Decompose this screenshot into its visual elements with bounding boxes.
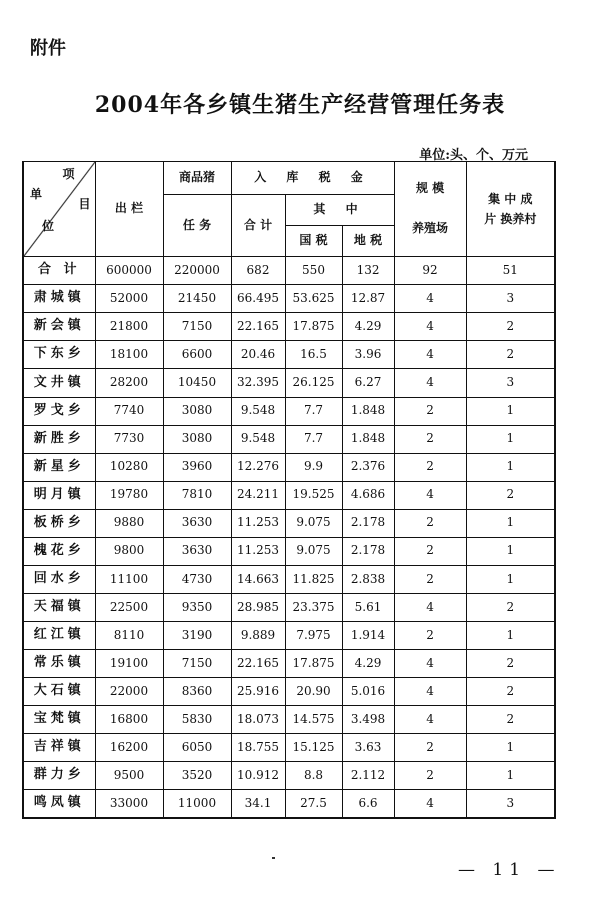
local-tax-cell: 4.29 bbox=[342, 650, 394, 678]
village-cell: 1 bbox=[466, 565, 555, 593]
tax-total-cell: 9.548 bbox=[231, 397, 285, 425]
scale-farm-cell: 2 bbox=[394, 762, 466, 790]
chulan-cell: 22500 bbox=[95, 593, 163, 621]
chulan-cell: 16800 bbox=[95, 706, 163, 734]
task-cell: 4730 bbox=[163, 565, 231, 593]
unit-name-cell: 下东乡 bbox=[23, 341, 95, 369]
village-cell: 1 bbox=[466, 622, 555, 650]
unit-name-cell: 罗戈乡 bbox=[23, 397, 95, 425]
unit-name-cell: 肃城镇 bbox=[23, 285, 95, 313]
tax-total-cell: 22.165 bbox=[231, 313, 285, 341]
village-cell: 51 bbox=[466, 257, 555, 285]
table-row bbox=[23, 425, 555, 453]
table-row bbox=[23, 650, 555, 678]
chulan-cell: 7740 bbox=[95, 397, 163, 425]
table-row bbox=[23, 481, 555, 509]
scale-farm-cell: 4 bbox=[394, 341, 466, 369]
national-tax-cell: 14.575 bbox=[285, 706, 342, 734]
commodity-pig-header: 商品猪 bbox=[163, 162, 231, 195]
scale-farm-cell: 4 bbox=[394, 790, 466, 818]
village-cell: 3 bbox=[466, 369, 555, 397]
village-cell: 1 bbox=[466, 762, 555, 790]
local-tax-cell: 2.178 bbox=[342, 509, 394, 537]
tax-total-cell: 20.46 bbox=[231, 341, 285, 369]
table-row bbox=[23, 762, 555, 790]
local-tax-cell: 2.376 bbox=[342, 453, 394, 481]
task-cell: 220000 bbox=[163, 257, 231, 285]
table-row bbox=[23, 313, 555, 341]
village-cell: 3 bbox=[466, 285, 555, 313]
task-cell: 6050 bbox=[163, 734, 231, 762]
village-cell: 1 bbox=[466, 509, 555, 537]
among-header: 其 中 bbox=[285, 195, 394, 226]
tax-group-header: 入 库 税 金 bbox=[231, 162, 394, 195]
unit-name-cell: 板桥乡 bbox=[23, 509, 95, 537]
national-tax-cell: 19.525 bbox=[285, 481, 342, 509]
village-cell: 1 bbox=[466, 537, 555, 565]
village-cell: 1 bbox=[466, 397, 555, 425]
national-tax-cell: 7.7 bbox=[285, 397, 342, 425]
national-tax-cell: 15.125 bbox=[285, 734, 342, 762]
table-row bbox=[23, 622, 555, 650]
local-tax-cell: 2.112 bbox=[342, 762, 394, 790]
national-tax-cell: 20.90 bbox=[285, 678, 342, 706]
local-tax-cell: 2.838 bbox=[342, 565, 394, 593]
national-tax-cell: 11.825 bbox=[285, 565, 342, 593]
table-row bbox=[23, 790, 555, 818]
chulan-cell: 52000 bbox=[95, 285, 163, 313]
national-tax-cell: 26.125 bbox=[285, 369, 342, 397]
scale-top-label: 规 模 bbox=[415, 181, 445, 196]
unit-name-cell: 吉祥镇 bbox=[23, 734, 95, 762]
tax-total-cell: 11.253 bbox=[231, 537, 285, 565]
table-row bbox=[23, 509, 555, 537]
village-cell: 3 bbox=[466, 790, 555, 818]
national-tax-cell: 53.625 bbox=[285, 285, 342, 313]
national-tax-cell: 17.875 bbox=[285, 650, 342, 678]
local-tax-cell: 132 bbox=[342, 257, 394, 285]
chulan-header: 出 栏 bbox=[95, 162, 163, 257]
chulan-cell: 18100 bbox=[95, 341, 163, 369]
national-tax-cell: 16.5 bbox=[285, 341, 342, 369]
table-row bbox=[23, 734, 555, 762]
task-cell: 21450 bbox=[163, 285, 231, 313]
table-row bbox=[23, 397, 555, 425]
unit-name-cell: 群力乡 bbox=[23, 762, 95, 790]
scale-farm-cell: 2 bbox=[394, 425, 466, 453]
village-cell: 2 bbox=[466, 650, 555, 678]
tax-total-cell: 11.253 bbox=[231, 509, 285, 537]
page-number: — 11 — bbox=[458, 860, 561, 880]
village-cell: 1 bbox=[466, 734, 555, 762]
tax-total-cell: 66.495 bbox=[231, 285, 285, 313]
scan-speck bbox=[272, 857, 275, 859]
tax-total-cell: 9.548 bbox=[231, 425, 285, 453]
chulan-cell: 8110 bbox=[95, 622, 163, 650]
scale-farm-cell: 4 bbox=[394, 678, 466, 706]
national-tax-cell: 9.075 bbox=[285, 537, 342, 565]
unit-name-cell: 新星乡 bbox=[23, 453, 95, 481]
local-tax-cell: 6.6 bbox=[342, 790, 394, 818]
tax-total-cell: 32.395 bbox=[231, 369, 285, 397]
task-cell: 6600 bbox=[163, 341, 231, 369]
unit-name-cell: 鸣凤镇 bbox=[23, 790, 95, 818]
unit-name-cell: 文井镇 bbox=[23, 369, 95, 397]
chulan-cell: 9800 bbox=[95, 537, 163, 565]
local-tax-cell: 3.96 bbox=[342, 341, 394, 369]
national-tax-header: 国 税 bbox=[285, 226, 342, 257]
chulan-cell: 21800 bbox=[95, 313, 163, 341]
task-cell: 7810 bbox=[163, 481, 231, 509]
task-cell: 7150 bbox=[163, 650, 231, 678]
task-table bbox=[22, 161, 556, 819]
unit-name-cell: 明月镇 bbox=[23, 481, 95, 509]
scale-farm-cell: 2 bbox=[394, 453, 466, 481]
national-tax-cell: 7.975 bbox=[285, 622, 342, 650]
table-row bbox=[23, 537, 555, 565]
national-tax-cell: 9.9 bbox=[285, 453, 342, 481]
scale-farm-cell: 2 bbox=[394, 537, 466, 565]
chulan-cell: 33000 bbox=[95, 790, 163, 818]
national-tax-cell: 27.5 bbox=[285, 790, 342, 818]
task-cell: 8360 bbox=[163, 678, 231, 706]
unit-name-cell: 宝梵镇 bbox=[23, 706, 95, 734]
task-cell: 7150 bbox=[163, 313, 231, 341]
local-tax-cell: 4.29 bbox=[342, 313, 394, 341]
scale-spacer bbox=[395, 196, 466, 222]
unit-name-cell: 槐花乡 bbox=[23, 537, 95, 565]
tax-total-cell: 14.663 bbox=[231, 565, 285, 593]
chulan-cell: 600000 bbox=[95, 257, 163, 285]
task-cell: 3630 bbox=[163, 509, 231, 537]
chulan-cell: 7730 bbox=[95, 425, 163, 453]
tax-total-cell: 12.276 bbox=[231, 453, 285, 481]
village-cell: 2 bbox=[466, 313, 555, 341]
scale-farm-cell: 2 bbox=[394, 397, 466, 425]
unit-note: 单位:头、个、万元 bbox=[419, 148, 528, 163]
scale-bottom-label: 养殖场 bbox=[412, 221, 449, 236]
task-header: 任 务 bbox=[163, 195, 231, 257]
attachment-label: 附件 bbox=[30, 38, 66, 59]
tax-total-cell: 22.165 bbox=[231, 650, 285, 678]
national-tax-cell: 8.8 bbox=[285, 762, 342, 790]
local-tax-cell: 1.848 bbox=[342, 397, 394, 425]
task-cell: 3190 bbox=[163, 622, 231, 650]
unit-name-cell: 新胜乡 bbox=[23, 425, 95, 453]
scale-farm-cell: 2 bbox=[394, 622, 466, 650]
unit-name-cell: 回水乡 bbox=[23, 565, 95, 593]
chulan-cell: 9880 bbox=[95, 509, 163, 537]
scale-farm-cell: 2 bbox=[394, 565, 466, 593]
table-row bbox=[23, 565, 555, 593]
tax-total-cell: 34.1 bbox=[231, 790, 285, 818]
table-row bbox=[23, 453, 555, 481]
unit-name-cell: 天福镇 bbox=[23, 593, 95, 621]
task-cell: 9350 bbox=[163, 593, 231, 621]
tax-total-cell: 18.073 bbox=[231, 706, 285, 734]
scale-farm-cell: 4 bbox=[394, 481, 466, 509]
village-cell: 2 bbox=[466, 706, 555, 734]
local-tax-cell: 4.686 bbox=[342, 481, 394, 509]
scale-farm-cell: 2 bbox=[394, 734, 466, 762]
local-tax-cell: 2.178 bbox=[342, 537, 394, 565]
unit-name-cell: 大石镇 bbox=[23, 678, 95, 706]
local-tax-cell: 3.63 bbox=[342, 734, 394, 762]
scale-farm-cell: 2 bbox=[394, 509, 466, 537]
chulan-cell: 22000 bbox=[95, 678, 163, 706]
task-cell: 5830 bbox=[163, 706, 231, 734]
task-cell: 3960 bbox=[163, 453, 231, 481]
scale-farm-cell: 4 bbox=[394, 706, 466, 734]
scale-farm-cell: 4 bbox=[394, 313, 466, 341]
scale-farm-header bbox=[394, 162, 466, 257]
tax-total-cell: 682 bbox=[231, 257, 285, 285]
national-tax-cell: 550 bbox=[285, 257, 342, 285]
village-cell: 2 bbox=[466, 678, 555, 706]
village-header: 集 中 成 片 换养村 bbox=[466, 162, 555, 257]
total-row bbox=[23, 257, 555, 285]
chulan-cell: 10280 bbox=[95, 453, 163, 481]
table-row bbox=[23, 285, 555, 313]
village-cell: 1 bbox=[466, 453, 555, 481]
local-tax-header: 地 税 bbox=[342, 226, 394, 257]
task-cell: 3520 bbox=[163, 762, 231, 790]
village-cell: 2 bbox=[466, 593, 555, 621]
scale-farm-cell: 4 bbox=[394, 285, 466, 313]
diagonal-header-cell bbox=[23, 162, 95, 257]
local-tax-cell: 1.848 bbox=[342, 425, 394, 453]
national-tax-cell: 9.075 bbox=[285, 509, 342, 537]
unit-name-cell: 常乐镇 bbox=[23, 650, 95, 678]
document-title: 2004年各乡镇生猪生产经营管理任务表 bbox=[94, 92, 506, 118]
tax-total-cell: 24.211 bbox=[231, 481, 285, 509]
scale-farm-cell: 4 bbox=[394, 369, 466, 397]
diag-mu-label: 目 bbox=[78, 197, 91, 212]
national-tax-cell: 23.375 bbox=[285, 593, 342, 621]
diag-item-label: 项 bbox=[62, 167, 75, 182]
chulan-cell: 16200 bbox=[95, 734, 163, 762]
local-tax-cell: 5.61 bbox=[342, 593, 394, 621]
national-tax-cell: 7.7 bbox=[285, 425, 342, 453]
local-tax-cell: 12.87 bbox=[342, 285, 394, 313]
task-cell: 3630 bbox=[163, 537, 231, 565]
task-cell: 11000 bbox=[163, 790, 231, 818]
scale-farm-cell: 4 bbox=[394, 593, 466, 621]
tax-total-header: 合 计 bbox=[231, 195, 285, 257]
task-cell: 10450 bbox=[163, 369, 231, 397]
village-cell: 2 bbox=[466, 481, 555, 509]
unit-name-cell: 新会镇 bbox=[23, 313, 95, 341]
table-row bbox=[23, 369, 555, 397]
local-tax-cell: 3.498 bbox=[342, 706, 394, 734]
local-tax-cell: 6.27 bbox=[342, 369, 394, 397]
tax-total-cell: 10.912 bbox=[231, 762, 285, 790]
header-row-1 bbox=[23, 162, 555, 195]
chulan-cell: 19780 bbox=[95, 481, 163, 509]
scale-farm-cell: 92 bbox=[394, 257, 466, 285]
unit-name-cell: 红江镇 bbox=[23, 622, 95, 650]
village-cell: 1 bbox=[466, 425, 555, 453]
national-tax-cell: 17.875 bbox=[285, 313, 342, 341]
chulan-cell: 9500 bbox=[95, 762, 163, 790]
tax-total-cell: 9.889 bbox=[231, 622, 285, 650]
table-row bbox=[23, 706, 555, 734]
table-row bbox=[23, 341, 555, 369]
table-row bbox=[23, 678, 555, 706]
chulan-cell: 28200 bbox=[95, 369, 163, 397]
chulan-cell: 19100 bbox=[95, 650, 163, 678]
scale-farm-cell: 4 bbox=[394, 650, 466, 678]
task-cell: 3080 bbox=[163, 397, 231, 425]
unit-name-cell: 合 计 bbox=[23, 257, 95, 285]
local-tax-cell: 1.914 bbox=[342, 622, 394, 650]
table-row bbox=[23, 593, 555, 621]
diag-dan-label: 单 bbox=[30, 187, 43, 202]
chulan-cell: 11100 bbox=[95, 565, 163, 593]
tax-total-cell: 28.985 bbox=[231, 593, 285, 621]
diag-wei-label: 位 bbox=[42, 219, 55, 234]
task-cell: 3080 bbox=[163, 425, 231, 453]
village-cell: 2 bbox=[466, 341, 555, 369]
tax-total-cell: 18.755 bbox=[231, 734, 285, 762]
tax-total-cell: 25.916 bbox=[231, 678, 285, 706]
local-tax-cell: 5.016 bbox=[342, 678, 394, 706]
